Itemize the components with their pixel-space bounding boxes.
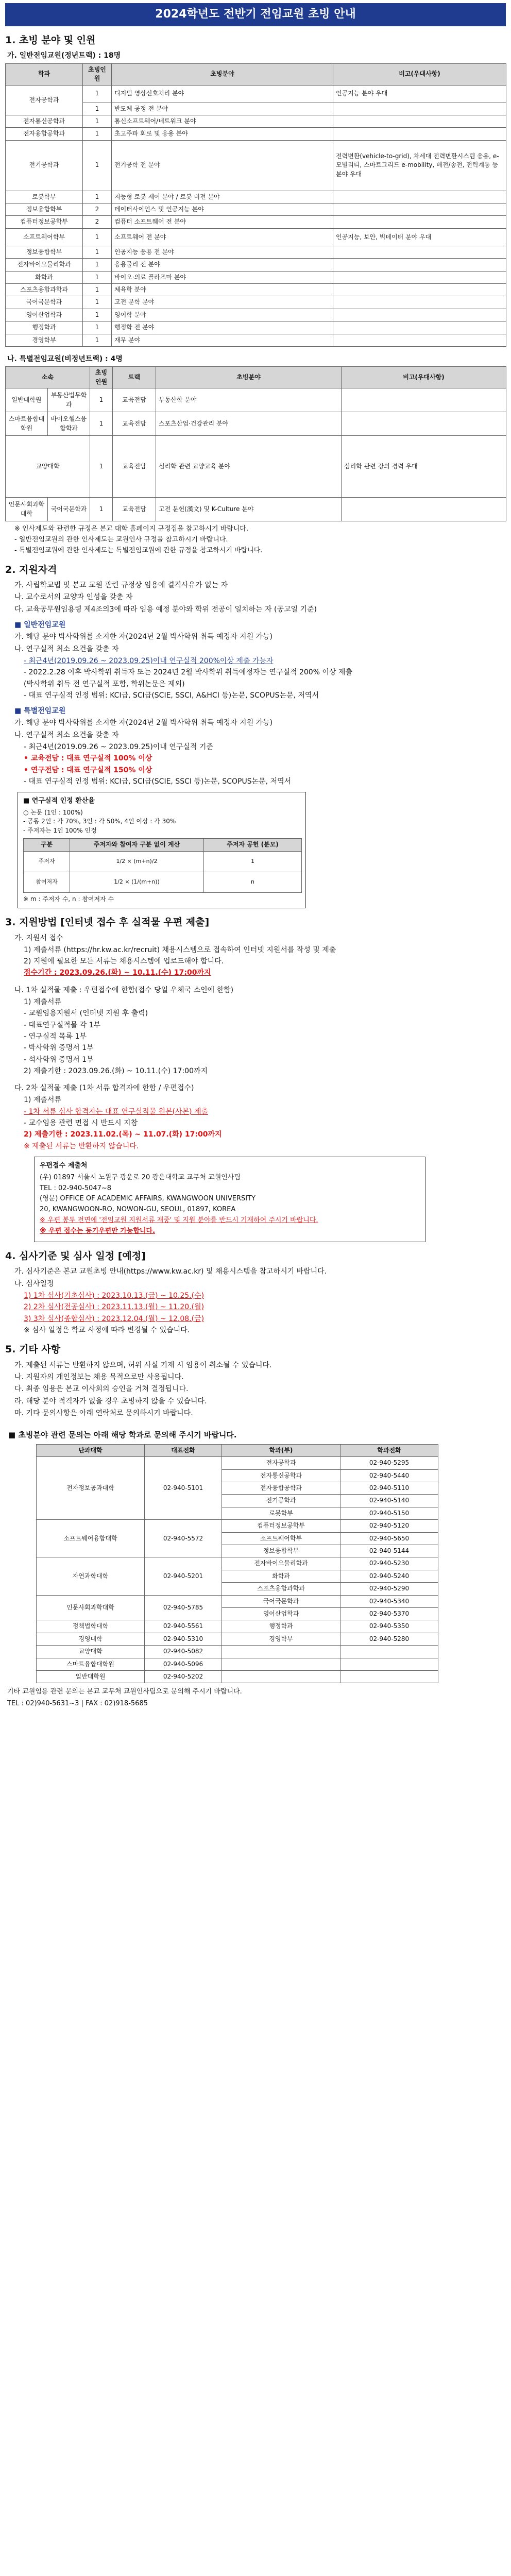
col-header: 비고(우대사항)	[342, 367, 506, 388]
dept-cell: 전기공학과	[6, 140, 83, 191]
table-row	[6, 388, 506, 412]
note-cell: 전력변환(vehicle-to-grid), 차세대 전력변환시스템 응용, e-모빌리티, 스마트그리드 e-mobility, 배전/송전, 전력계통 등 분야 우대	[333, 140, 506, 191]
apply-line: 1) 제출서류	[24, 998, 61, 1007]
field-cell: 영어학 분야	[112, 309, 333, 321]
count-cell: 1	[90, 436, 113, 498]
table-row	[6, 228, 506, 246]
apply-line: - 박사학위 증명서 1부	[24, 1044, 94, 1053]
dept-cell: 전자공학과	[6, 85, 83, 115]
formula-line: - 주저자는 1인 100% 인정	[23, 826, 97, 834]
table-row	[37, 1520, 438, 1532]
college-cell: 교양대학	[37, 1646, 145, 1658]
misc-line: 가. 제출된 서류는 반환하지 않으며, 허위 사실 기재 시 임용이 취소될 수 있습니다.	[14, 1361, 272, 1369]
dept-cell	[222, 1646, 340, 1658]
special-qual-line: 나. 연구실적 최소 요건을 갖춘 자	[14, 731, 119, 739]
apply-line: 가. 지원서 접수	[14, 934, 63, 942]
apply-line: 1) 제출서류	[24, 1096, 61, 1105]
col-header: 학과(부)	[222, 1444, 340, 1456]
col-header: 초빙분야	[156, 367, 342, 388]
section-4-heading: 4. 심사기준 및 심사 일정 [예정]	[5, 1250, 146, 1262]
formula-b: 1	[204, 851, 302, 872]
table-row	[6, 128, 506, 140]
general-qual-line: (박사학위 취득 전 연구실적 포함, 학위논문은 제외)	[24, 680, 185, 688]
dept-cell: 로봇학부	[6, 191, 83, 203]
dept-phone-cell: 02-940-5370	[340, 1607, 438, 1620]
dept-phone-cell: 02-940-5350	[340, 1620, 438, 1633]
apply-line: - 교수임용 관련 면접 시 반드시 지참	[24, 1118, 138, 1127]
dept-cell: 정보융합학부	[6, 204, 83, 216]
field-cell: 디지털 영상신호처리 분야	[112, 85, 333, 103]
college-cell: 스마트융합대학원	[37, 1658, 145, 1670]
contact-body	[37, 1457, 438, 1683]
table-row	[6, 259, 506, 271]
table-row	[6, 284, 506, 296]
field-cell: 지능형 로봇 제어 분야 / 로봇 비전 분야	[112, 191, 333, 203]
misc-line: 마. 기타 문의사항은 아래 연락처로 문의하시기 바랍니다.	[14, 1409, 193, 1417]
dept-phone-cell: 02-940-5120	[340, 1520, 438, 1532]
note-cell	[333, 309, 506, 321]
dept-cell: 국어국문학과	[222, 1595, 340, 1607]
table-row	[37, 1670, 438, 1683]
general-qual-line: - 최근4년(2019.09.26 ~ 2023.09.25)이내 연구실적 200%이상 제출 가능자	[24, 656, 274, 665]
note-cell	[333, 296, 506, 309]
table-row	[6, 309, 506, 321]
dept-phone-cell	[340, 1670, 438, 1683]
dept-phone-cell	[340, 1658, 438, 1670]
col-header: 학과	[6, 63, 83, 85]
table-row	[6, 216, 506, 228]
apply-line: - 1차 서류 심사 합격자는 대표 연구실적물 원본(사본) 제출	[24, 1107, 209, 1116]
field-cell: 인공지능 응용 전 분야	[112, 246, 333, 258]
dept-cell: 국어국문학과	[6, 296, 83, 309]
field-cell: 부동산학 분야	[156, 388, 342, 412]
dept-phone-cell: 02-940-5110	[340, 1482, 438, 1495]
dept-cell: 경영학부	[6, 334, 83, 346]
dept-cell: 정보융합학부	[222, 1545, 340, 1557]
table-row	[6, 204, 506, 216]
dept-cell: 스포츠융합과학과	[222, 1583, 340, 1595]
col-header: 초빙인원	[83, 63, 112, 85]
dept-cell	[222, 1670, 340, 1683]
dept-cell: 영어산업학과	[222, 1607, 340, 1620]
dept-cell: 컴퓨터정보공학부	[222, 1520, 340, 1532]
col-header: 초빙인원	[90, 367, 113, 388]
col-header: 비고(우대사항)	[333, 63, 506, 85]
count-cell: 1	[90, 498, 113, 521]
formula-line: - 공동 2인 : 각 70%, 3인 : 각 50%, 4인 이상 : 각 30%	[23, 818, 176, 825]
note-cell: 인공지능 분야 우대	[333, 85, 506, 103]
general-qual-line: 나. 연구실적 최소 요건을 갖춘 자	[14, 645, 119, 653]
college-phone-cell: 02-940-5310	[145, 1633, 222, 1645]
count-cell: 1	[83, 284, 112, 296]
note-cell	[333, 216, 506, 228]
field-cell: 스포츠산업·건강관리 분야	[156, 412, 342, 436]
field-cell: 행정학 전 분야	[112, 321, 333, 334]
dept-cell: 행정학과	[222, 1620, 340, 1633]
review-line: 나. 심사일정	[14, 1279, 54, 1288]
count-cell: 1	[83, 128, 112, 140]
table-row	[6, 271, 506, 283]
dept-cell: 전자공학과	[222, 1457, 340, 1469]
qualification-line: 가. 사립학교법 및 본교 교원 관련 규정상 임용에 결격사유가 없는 자	[14, 581, 228, 590]
special-qual-title: ■ 특별전임교원	[14, 707, 66, 716]
apply-line: 2) 지원에 필요한 모든 서류는 채용시스템에 업로드해야 합니다.	[24, 957, 224, 966]
apply-line: - 대표연구실적물 각 1부	[24, 1021, 101, 1029]
field-cell: 컴퓨터 소프트웨어 전 분야	[112, 216, 333, 228]
college-cell: 경영대학	[37, 1633, 145, 1645]
field-cell: 고전 문헌(漢文) 및 K-Culture 분야	[156, 498, 342, 521]
dept-phone-cell: 02-940-5240	[340, 1570, 438, 1582]
special-qual-line: - 최근4년(2019.09.26 ~ 2023.09.25)이내 연구실적 기준	[24, 743, 213, 751]
apply-line: ※ 제출된 서류는 반환하지 않습니다.	[24, 1142, 139, 1150]
col-header: 소속	[6, 367, 90, 388]
table-row	[37, 1633, 438, 1645]
col-header: 주저자와 참여자 구분 없이 계산	[70, 839, 204, 851]
special-qual-line: • 교육전담 : 대표 연구실적 100% 이상	[24, 754, 152, 763]
col-header: 대표전화	[145, 1444, 222, 1456]
dept-phone-cell: 02-940-5440	[340, 1469, 438, 1482]
org-cell: 스마트융합대학원	[6, 412, 48, 436]
formula-a: 1/2 × (1/(m+n))	[70, 872, 204, 892]
mailbox-line: TEL : 02-940-5047~8	[40, 1184, 112, 1192]
count-cell: 1	[83, 228, 112, 246]
count-cell: 1	[83, 259, 112, 271]
college-phone-cell: 02-940-5082	[145, 1646, 222, 1658]
table-row	[6, 85, 506, 103]
table-row	[6, 115, 506, 127]
track-cell: 교육전담	[113, 436, 156, 498]
apply-line: 2) 제출기한 : 2023.09.26.(화) ~ 10.11.(수) 17:00까지	[24, 1066, 208, 1075]
field-cell: 통신소프트웨어/네트워크 분야	[112, 115, 333, 127]
formula-box-title: ■ 연구실적 인정 환산율	[23, 797, 95, 805]
mailbox-line: 20, KWANGWOON-RO, NOWON-GU, SEOUL, 01897, KOREA	[40, 1206, 236, 1214]
general-faculty-table	[5, 63, 506, 347]
qualification-line: 나. 교수로서의 교양과 인성을 갖춘 자	[14, 593, 133, 602]
dept-cell: 화학과	[222, 1570, 340, 1582]
section-5-heading: 5. 기타 사항	[5, 1344, 61, 1355]
formula-a: 1/2 × (m+n)/2	[70, 851, 204, 872]
dept-cell: 전자바이오물리학과	[222, 1557, 340, 1570]
count-cell: 1	[83, 85, 112, 103]
dept-cell: 행정학과	[6, 321, 83, 334]
note-line: - 일반전임교원의 관한 인사제도는 교원인사 규정을 참고하시기 바랍니다.	[14, 535, 228, 544]
field-cell: 재무 분야	[112, 334, 333, 346]
note-cell	[333, 191, 506, 203]
dept-cell: 전자융합공학과	[222, 1482, 340, 1495]
general-qual-line: - 2022.2.28 이후 박사학위 취득자 또는 2024년 2월 박사학위 취득예정자는 연구실적 200% 이상 제출	[24, 668, 352, 677]
college-cell: 소프트웨어융합대학	[37, 1520, 145, 1557]
note-cell	[333, 246, 506, 258]
org-cell: 일반대학원	[6, 388, 48, 412]
mailbox-title: 우편접수 제출처	[40, 1161, 88, 1170]
section-1-notes	[14, 524, 506, 556]
note-cell: 심리학 관련 강의 경력 우대	[342, 436, 506, 498]
formula-key: 참여저자	[24, 872, 70, 892]
special-faculty-body	[6, 388, 506, 521]
count-cell: 1	[83, 334, 112, 346]
note-cell: 인공지능, 보안, 빅데이터 분야 우대	[333, 228, 506, 246]
dept-cell: 경영학부	[222, 1633, 340, 1645]
apply-line: - 석사학위 증명서 1부	[24, 1055, 94, 1064]
table-row	[37, 1557, 438, 1570]
table-row	[6, 412, 506, 436]
col-header: 주저자 공헌 (분모)	[204, 839, 302, 851]
apply-line: 다. 2차 실적물 제출 (1차 서류 합격자에 한함 / 우편접수)	[14, 1084, 194, 1093]
general-qual-title: ■ 일반전임교원	[14, 621, 66, 630]
count-cell: 1	[90, 412, 113, 436]
note-cell	[333, 284, 506, 296]
note-cell	[342, 498, 506, 521]
apply-line: 2) 제출기한 : 2023.11.02.(목) ~ 11.07.(화) 17:00까지	[24, 1130, 222, 1139]
footer-line: 기타 교원임용 관련 문의는 본교 교무처 교원인사팀으로 문의해 주시기 바랍니다.	[7, 1688, 242, 1696]
section-1b-subheading: 나. 특별전임교원(비정년트랙) : 4명	[7, 354, 123, 363]
formula-table	[23, 838, 302, 892]
review-line: ※ 심사 일정은 학교 사정에 따라 변경될 수 있습니다.	[24, 1326, 190, 1334]
review-line: 가. 심사기준은 본교 교원초빙 안내(https://www.kw.ac.kr) 및 채용시스템을 참고하시기 바랍니다.	[14, 1267, 327, 1276]
field-cell: 소프트웨어 전 분야	[112, 228, 333, 246]
misc-line: 라. 해당 분야 적격자가 없을 경우 초빙하지 않을 수 있습니다.	[14, 1397, 207, 1405]
formula-line: ○ 논문 (1인 : 100%)	[23, 809, 83, 817]
note-cell	[333, 271, 506, 283]
field-cell: 심리학 관련 교양교육 분야	[156, 436, 342, 498]
dept-phone-cell: 02-940-5144	[340, 1545, 438, 1557]
count-cell: 2	[83, 204, 112, 216]
dept-cell: 화학과	[6, 271, 83, 283]
note-cell	[333, 259, 506, 271]
special-faculty-table	[5, 366, 506, 521]
general-faculty-body	[6, 85, 506, 346]
count-cell: 1	[83, 140, 112, 191]
apply-line: 나. 1차 실적물 제출 : 우편접수에 한함(접수 당일 우체국 소인에 한함)	[14, 986, 234, 994]
col-header: 단과대학	[37, 1444, 145, 1456]
formula-footnote: ※ m : 주저자 수, n : 참여저자 수	[23, 895, 114, 903]
special-qual-line: - 대표 연구실적 인정 범위: KCI급, SCI급(SCIE, SSCI 등)논문, SCOPUS논문, 저역서	[24, 777, 292, 786]
qualification-line: 다. 교육공무원임용령 제4조의3에 따라 임용 예정 분야와 학위 전공이 일치하는 자 (공고일 기준)	[14, 605, 317, 614]
dept-cell: 로봇학부	[222, 1507, 340, 1519]
count-cell: 1	[83, 296, 112, 309]
count-cell: 1	[90, 388, 113, 412]
note-cell	[333, 115, 506, 127]
count-cell: 1	[83, 246, 112, 258]
section-3-heading: 3. 지원방법 [인터넷 접수 후 실적물 우편 제출]	[5, 916, 210, 928]
note-cell	[342, 388, 506, 412]
count-cell: 1	[83, 191, 112, 203]
count-cell: 1	[83, 103, 112, 115]
apply-line: 1) 제출서류 (https://hr.kw.ac.kr/recruit) 채용시스템으로 접속하여 인터넷 지원서를 작성 및 제출	[24, 945, 336, 954]
field-cell: 반도체 공정 전 분야	[112, 103, 333, 115]
dept-cell: 소프트웨어학부	[6, 228, 83, 246]
review-line: 2) 2차 심사(전공심사) : 2023.11.13.(월) ~ 11.20.(월)	[24, 1303, 205, 1312]
note-cell	[333, 334, 506, 346]
note-cell	[333, 103, 506, 115]
dept-cell: 컴퓨터정보공학부	[6, 216, 83, 228]
field-cell: 체육학 분야	[112, 284, 333, 296]
note-cell	[333, 128, 506, 140]
field-cell: 전기공학 전 분야	[112, 140, 333, 191]
college-phone-cell: 02-940-5785	[145, 1595, 222, 1620]
table-row	[6, 191, 506, 203]
dept-phone-cell: 02-940-5150	[340, 1507, 438, 1519]
college-phone-cell: 02-940-5561	[145, 1620, 222, 1633]
table-row	[6, 140, 506, 191]
dept-phone-cell: 02-940-5290	[340, 1583, 438, 1595]
track-cell: 교육전담	[113, 412, 156, 436]
dept-phone-cell: 02-940-5295	[340, 1457, 438, 1469]
mailing-address-box	[34, 1157, 425, 1242]
field-cell: 응용물리 전 분야	[112, 259, 333, 271]
dept-phone-cell: 02-940-5230	[340, 1557, 438, 1570]
college-phone-cell: 02-940-5201	[145, 1557, 222, 1595]
college-phone-cell: 02-940-5202	[145, 1670, 222, 1683]
general-qual-line: 가. 해당 분야 박사학위를 소지한 자(2024년 2월 박사학위 취득 예정자 지원 가능)	[14, 633, 273, 641]
field-cell: 바이오·의료 플라즈마 분야	[112, 271, 333, 283]
review-line: 3) 3차 심사(종합심사) : 2023.12.04.(월) ~ 12.08.(금)	[24, 1314, 205, 1323]
field-cell: 초고주파 회로 및 응용 분야	[112, 128, 333, 140]
dept-phone-cell	[340, 1646, 438, 1658]
section-1a-subheading: 가. 일반전임교원(정년트랙) : 18명	[7, 52, 121, 60]
dept-cell: 스포츠융합과학과	[6, 284, 83, 296]
dept-cell: 영어산업학과	[6, 309, 83, 321]
table-row	[6, 246, 506, 258]
note-line: ※ 인사제도와 관련한 규정은 본교 대학 홈페이지 규정집을 참고하시기 바랍니다.	[14, 525, 249, 533]
college-cell: 인문사회과학대학	[37, 1595, 145, 1620]
table-row	[37, 1595, 438, 1607]
formula-key: 주저자	[24, 851, 70, 872]
table-row	[6, 296, 506, 309]
count-cell: 1	[83, 321, 112, 334]
track-cell: 교육전담	[113, 388, 156, 412]
note-cell	[342, 412, 506, 436]
sub-org-cell: 국어국문학과	[48, 498, 90, 521]
dept-phone-cell: 02-940-5280	[340, 1633, 438, 1645]
dept-cell: 소프트웨어학부	[222, 1532, 340, 1545]
college-phone-cell: 02-940-5096	[145, 1658, 222, 1670]
table-row	[37, 1620, 438, 1633]
dept-phone-cell: 02-940-5650	[340, 1532, 438, 1545]
section-2-heading: 2. 지원자격	[5, 564, 57, 575]
note-line: - 특별전임교원에 관한 인사제도는 특별전임교원에 관한 규정을 참고하시기 바랍니다.	[14, 546, 263, 554]
note-cell	[333, 321, 506, 334]
col-header: 학과전화	[340, 1444, 438, 1456]
college-cell: 자연과학대학	[37, 1557, 145, 1595]
contact-title: ■ 초빙분야 관련 문의는 아래 해당 학과로 문의해 주시기 바랍니다.	[8, 1430, 237, 1440]
footer-line: TEL : 02)940-5631~3 | FAX : 02)918-5685	[7, 1700, 148, 1708]
mailbox-line: ※ 우편 봉투 전면에 '전임교원 지원서류 재중' 및 지원 분야를 반드시 기재하여 주시기 바랍니다.	[40, 1216, 318, 1225]
note-cell	[333, 204, 506, 216]
college-cell: 정책법학대학	[37, 1620, 145, 1633]
special-qual-line: 가. 해당 분야 박사학위를 소지한 자(2024년 2월 박사학위 취득 예정자 지원 가능)	[14, 719, 273, 727]
general-qual-line: - 대표 연구실적 인정 범위: KCI급, SCI급(SCIE, SSCI, A&HCI 등)논문, SCOPUS논문, 저역서	[24, 691, 319, 700]
count-cell: 1	[83, 271, 112, 283]
formula-b: n	[204, 872, 302, 892]
review-line: 1) 1차 심사(기초심사) : 2023.10.13.(금) ~ 10.25.(수)	[24, 1291, 205, 1300]
dept-cell: 전기공학과	[222, 1495, 340, 1507]
dept-cell: 전자융합공학과	[6, 128, 83, 140]
dept-cell: 전자통신공학과	[222, 1469, 340, 1482]
dept-cell: 전자통신공학과	[6, 115, 83, 127]
apply-period: 접수기간 : 2023.09.26.(화) ~ 10.11.(수) 17:00까지	[24, 969, 211, 977]
col-header: 초빙분야	[112, 63, 333, 85]
table-row	[37, 1457, 438, 1469]
college-cell: 전자정보공과대학	[37, 1457, 145, 1520]
table-row	[37, 1658, 438, 1670]
col-header: 트랙	[113, 367, 156, 388]
org-cell: 인문사회과학대학	[6, 498, 48, 521]
col-header: 구분	[24, 839, 70, 851]
page-title: 2024학년도 전반기 전임교원 초빙 안내	[5, 3, 506, 26]
apply-line: - 교원임용지원서 (인터넷 지원 후 출력)	[24, 1009, 148, 1018]
college-phone-cell: 02-940-5572	[145, 1520, 222, 1557]
research-formula-box	[18, 792, 306, 908]
college-cell: 일반대학원	[37, 1670, 145, 1683]
mailbox-line: (영문) OFFICE OF ACADEMIC AFFAIRS, KWANGWOON UNIVERSITY	[40, 1195, 256, 1203]
contact-table	[36, 1444, 438, 1683]
org-cell: 교양대학	[6, 436, 90, 498]
table-row	[6, 334, 506, 346]
field-cell: 고전 문학 분야	[112, 296, 333, 309]
table-row	[6, 436, 506, 498]
college-phone-cell: 02-940-5101	[145, 1457, 222, 1520]
dept-cell: 정보융합학부	[6, 246, 83, 258]
mailbox-line: (우) 01897 서울시 노원구 광운로 20 광운대학교 교무처 교원인사팀	[40, 1173, 241, 1181]
table-row	[37, 1646, 438, 1658]
misc-line: 다. 최종 임용은 본교 이사회의 승인을 거쳐 결정됩니다.	[14, 1385, 189, 1394]
dept-phone-cell: 02-940-5340	[340, 1595, 438, 1607]
section-1-heading: 1. 초빙 분야 및 인원	[5, 34, 96, 46]
count-cell: 1	[83, 309, 112, 321]
apply-line: - 연구실적 목록 1부	[24, 1032, 87, 1041]
special-qual-line: • 연구전담 : 대표 연구실적 150% 이상	[24, 766, 152, 774]
field-cell: 데이터사이언스 및 인공지능 분야	[112, 204, 333, 216]
dept-phone-cell: 02-940-5140	[340, 1495, 438, 1507]
count-cell: 1	[83, 115, 112, 127]
count-cell: 2	[83, 216, 112, 228]
sub-org-cell: 부동산법무학과	[48, 388, 90, 412]
table-row	[6, 321, 506, 334]
track-cell: 교육전담	[113, 498, 156, 521]
table-row	[6, 498, 506, 521]
dept-cell	[222, 1658, 340, 1670]
sub-org-cell: 바이오헬스융합학과	[48, 412, 90, 436]
dept-cell: 전자바이오물리학과	[6, 259, 83, 271]
mailbox-line: ※ 우편 접수는 등기우편만 가능합니다.	[40, 1227, 156, 1235]
misc-line: 나. 지원자의 개인정보는 채용 목적으로만 사용됩니다.	[14, 1372, 184, 1381]
